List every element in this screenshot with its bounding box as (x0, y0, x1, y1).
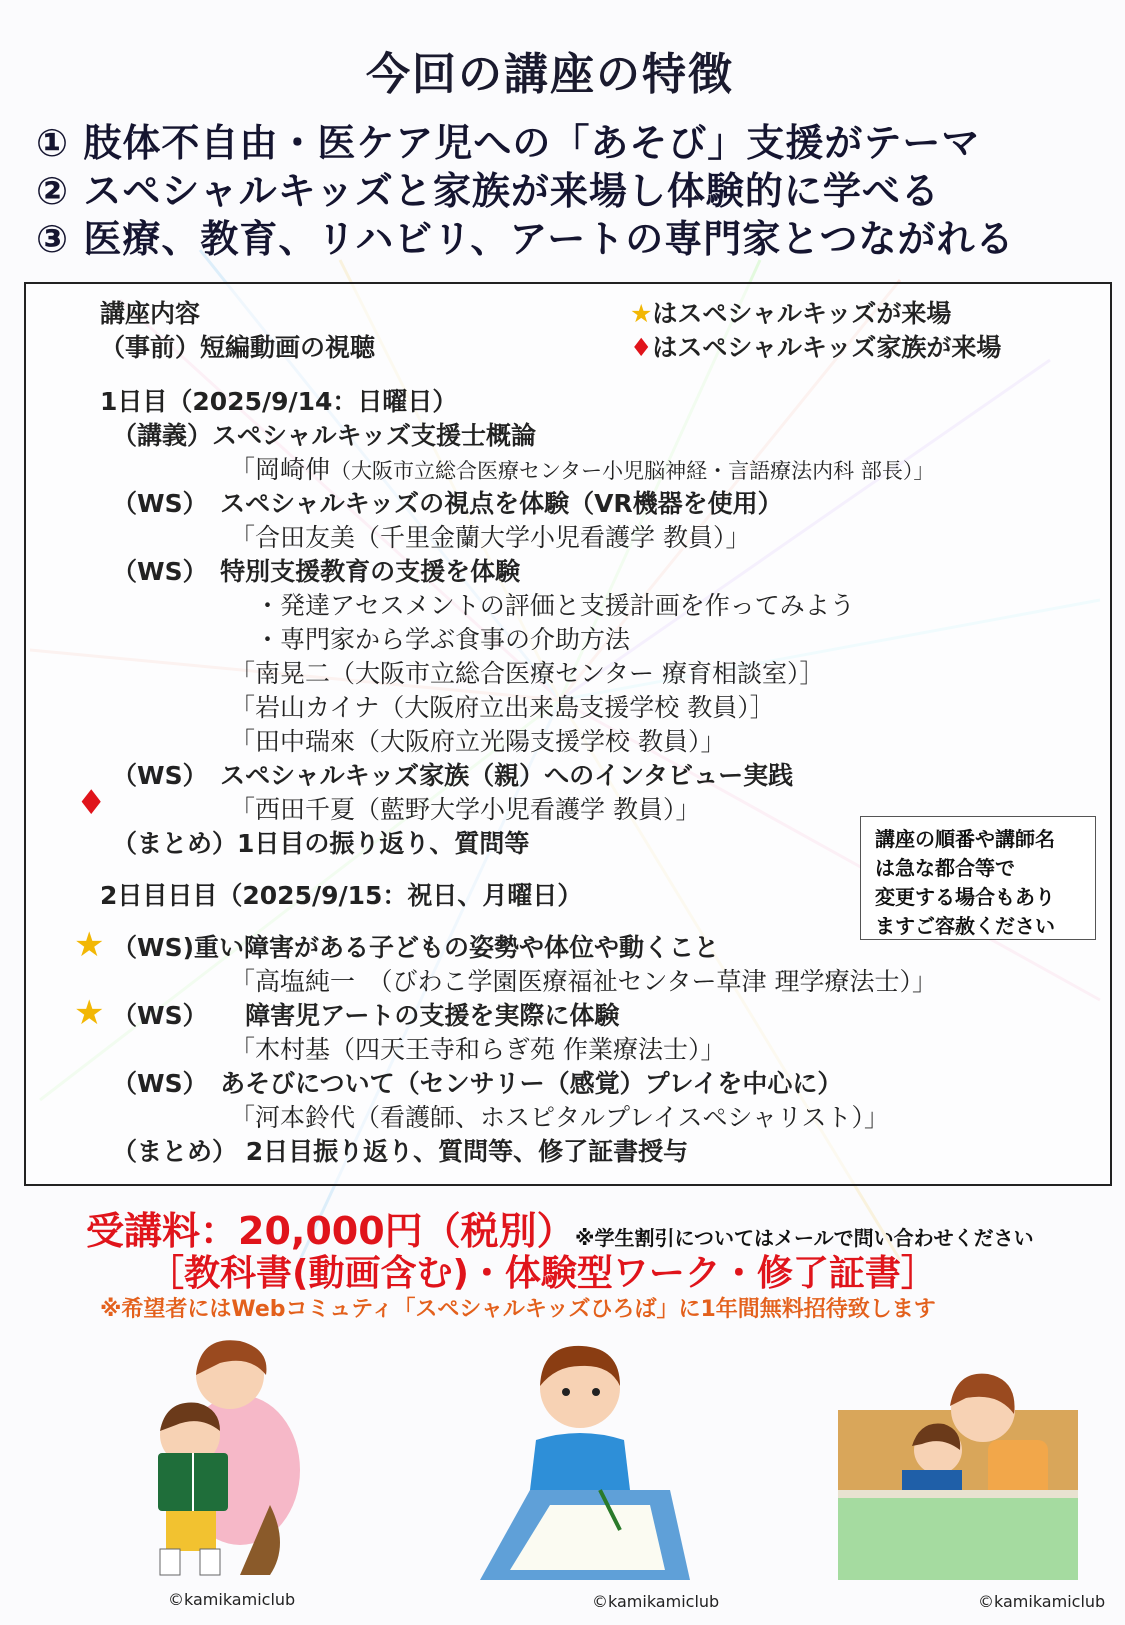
legend-star (630, 294, 951, 330)
bedside-reading-illustration (838, 1370, 1078, 1580)
day1-ws2: （WS） 特別支援教育の支援を体験 (112, 557, 521, 586)
day1-ws1: （WS） スペシャルキッズの視点を体験（VR機器を使用） (112, 489, 783, 518)
copyright-1: ©kamikamiclub (168, 1590, 296, 1609)
schedule-change-note (860, 816, 1096, 940)
day1-ws2-item2: ・専門家から学ぶ食事の介助方法 (255, 625, 631, 654)
feature-3: ③ 医療、教育、リハビリ、アートの専門家とつながれる (36, 217, 1015, 261)
star-icon: ★ (630, 299, 653, 328)
day1-ws2-lecturer2: 「岩山カイナ（大阪府立出来島支援学校 教員）］ (230, 693, 775, 722)
student-discount-note: ※学生割引についてはメールで問い合わせください (575, 1226, 1034, 1250)
lecturer-affiliation: （大阪市立総合医療センター小児脳神経・言語療法内科 部長）」 (330, 459, 935, 483)
note-line: 変更する場合もあり (875, 885, 1055, 909)
legend-diamond-text: はスペシャルキッズ家族が来場 (652, 333, 1002, 362)
day2-ws1: （WS)重い障害がある子どもの姿勢や体位や動くこと (112, 933, 720, 962)
note-line: 講座の順番や講師名 (875, 827, 1055, 851)
feature-1: ① 肢体不自由・医ケア児への「あそび」支援がテーマ (36, 121, 981, 165)
legend-star-text: はスペシャルキッズが来場 (652, 299, 952, 328)
note-line: ますご容赦ください (875, 914, 1055, 938)
course-heading: 講座内容 (100, 299, 201, 328)
diamond-icon: ♦ (76, 783, 107, 823)
star-icon: ★ (74, 925, 105, 965)
pre-video: （事前）短編動画の視聴 (100, 333, 376, 362)
day1-label: 1日目（2025/9/14：日曜日） (100, 387, 458, 416)
page-title: 今回の講座の特徴 (366, 49, 734, 100)
lecturer-name: 「岡崎伸 (230, 455, 331, 484)
note-line: は急な都合等で (875, 856, 1015, 880)
community-invite: ※希望者にはWebコミュティ「スペシャルキッズひろば」に1年間無料招待致します (100, 1297, 936, 1322)
diamond-icon: ♦ (630, 333, 653, 362)
feature-2: ② スペシャルキッズと家族が来場し体験的に学べる (36, 169, 940, 213)
legend-diamond (630, 328, 1001, 364)
day1-lecture: （講義）スペシャルキッズ支援士概論 (112, 421, 537, 450)
boy-drawing-illustration (470, 1340, 700, 1590)
day1-ws3: （WS） スペシャルキッズ家族（親）へのインタビュー実践 (112, 761, 794, 790)
fee-label: 受講料：20,000円（税別） (86, 1209, 575, 1253)
day1-ws2-item1: ・発達アセスメントの評価と支援計画を作ってみよう (255, 591, 855, 620)
day1-ws1-lecturer: 「合田友美（千里金蘭大学小児看護学 教員）」 (230, 523, 751, 552)
star-icon: ★ (74, 993, 105, 1033)
day2-summary: （まとめ） 2日目振り返り、質問等、修了証書授与 (112, 1137, 689, 1166)
day1-summary: （まとめ）1日目の振り返り、質問等 (112, 829, 530, 858)
mother-child-reading-illustration (120, 1335, 320, 1585)
fee-includes: ［教科書(動画含む)・体験型ワーク・修了証書］ (148, 1253, 937, 1294)
day2-ws2: （WS） 障害児アートの支援を実際に体験 (112, 1001, 620, 1030)
day2-ws3: （WS） あそびについて（センサリー（感覚）プレイを中心に） (112, 1069, 843, 1098)
day1-ws2-lecturer3: 「田中瑞來（大阪府立光陽支援学校 教員）」 (230, 727, 726, 756)
day2-ws3-lecturer: 「河本鈴代（看護師、ホスピタルプレイスペシャリスト）」 (230, 1103, 890, 1132)
copyright-2: ©kamikamiclub (592, 1592, 720, 1611)
day1-lecture-lecturer (230, 450, 934, 486)
day2-label: 2日目日目（2025/9/15：祝日、月曜日） (100, 881, 583, 910)
day2-ws2-lecturer: 「木村基（四天王寺和らぎ苑 作業療法士）」 (230, 1035, 726, 1064)
day2-ws1-lecturer: 「高塩純一 （びわこ学園医療福祉センター草津 理学療法士）」 (230, 967, 937, 996)
copyright-3: ©kamikamiclub (978, 1592, 1106, 1611)
day1-ws3-lecturer: 「西田千夏（藍野大学小児看護学 教員）」 (230, 795, 701, 824)
day1-ws2-lecturer1: 「南晃二（大阪市立総合医療センター 療育相談室）］ (230, 659, 825, 688)
